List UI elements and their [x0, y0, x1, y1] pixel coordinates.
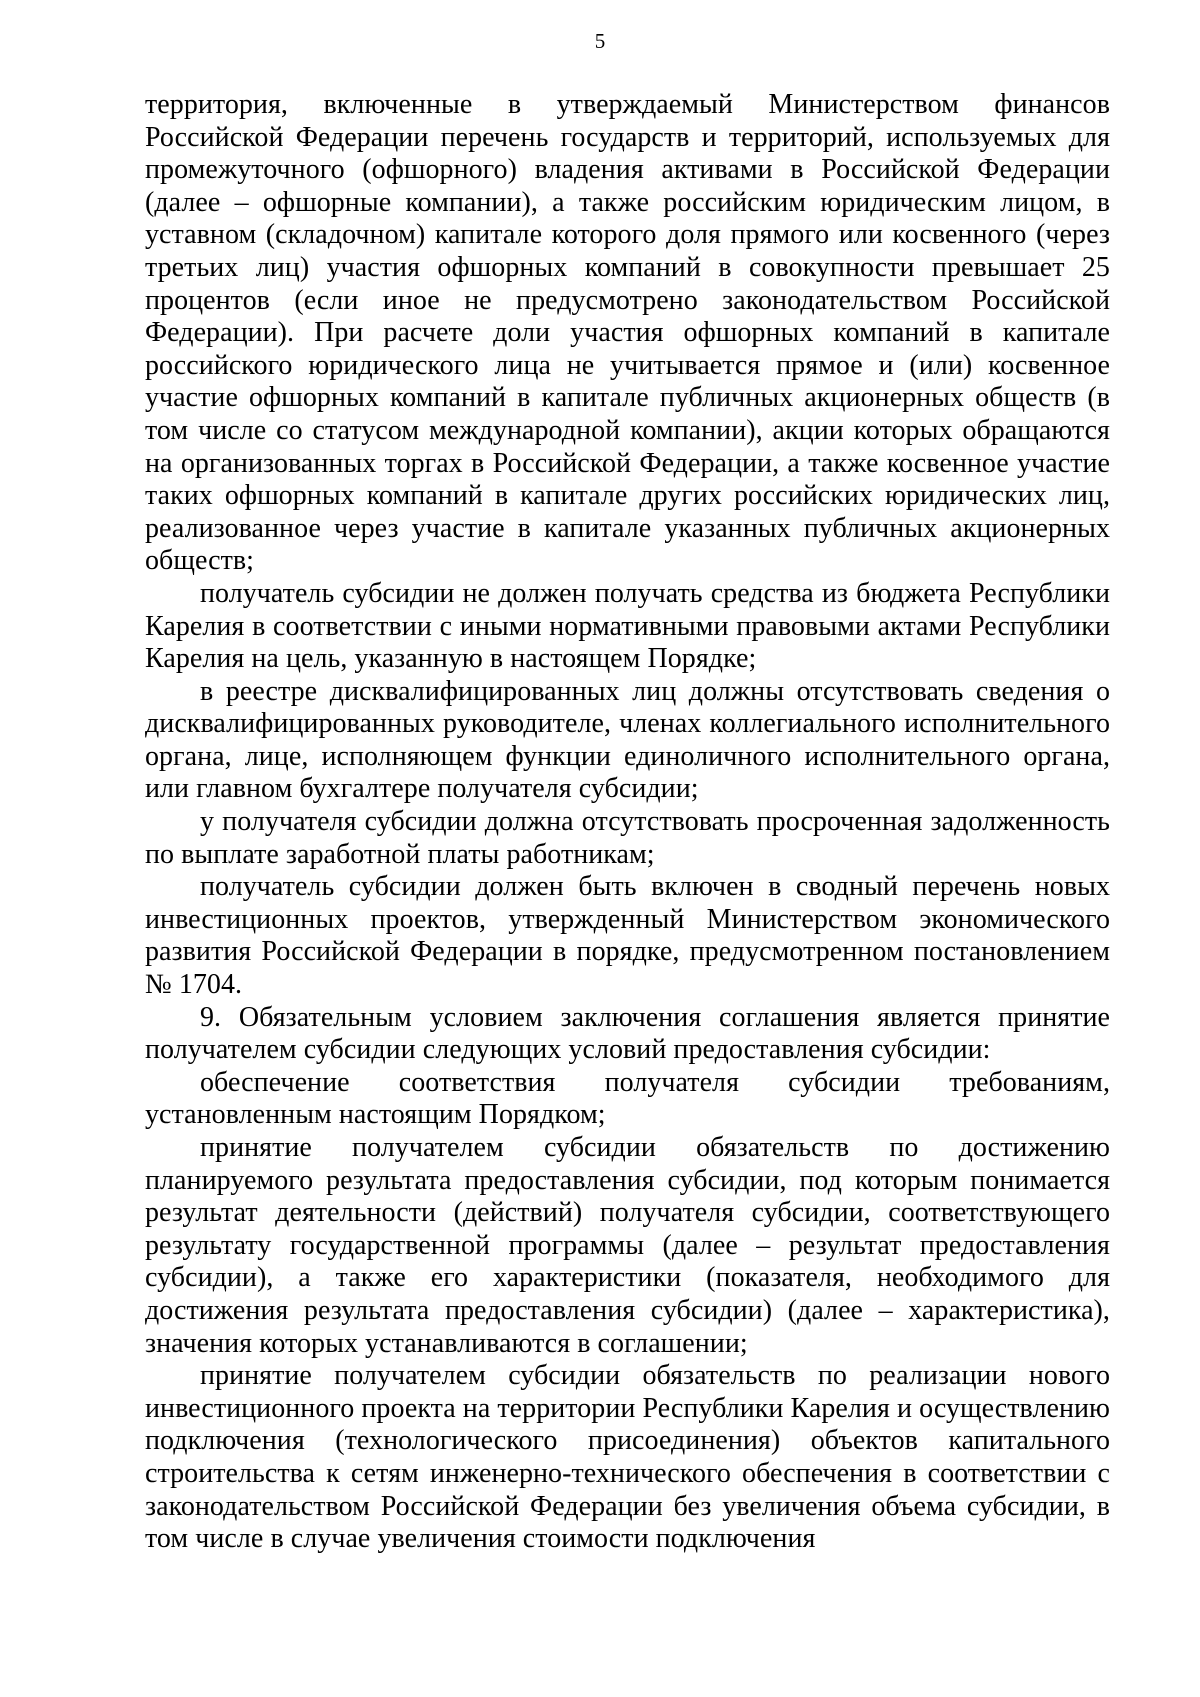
- paragraph-disqualified-persons: в реестре дисквалифицированных лиц должны отсутствовать сведения о дисквалифицированных руководителе, членах коллегиального исполнительного органа, лице, исполняющем функции единоличного исполнительного органа, или главном бухгалтере получателя субсидии;: [145, 675, 1110, 805]
- paragraph-investment-projects-list: получатель субсидии должен быть включен в сводный перечень новых инвестиционных проектов, утвержденный Министерством экономического развития Российской Федерации в порядке, предусмотренном постановлением № 1704.: [145, 871, 1110, 1001]
- paragraph-planned-result: принятие получателем субсидии обязательств по достижению планируемого результата предоставления субсидии, под которым понимается результат деятельности (действий) получателя субсидии, соответствующего результату государственной программы (далее – результат предоставления субсидии), а также его характеристики (показателя, необходимого для достижения результата предоставления субсидии) (далее – характеристика), значения которых устанавливаются в соглашении;: [145, 1132, 1110, 1359]
- paragraph-budget-funds: получатель субсидии не должен получать средства из бюджета Республики Карелия в соответствии с иными нормативными правовыми актами Республики Карелия на цель, указанную в настоящем Порядке;: [145, 577, 1110, 675]
- paragraph-offshore-continuation: территория, включенные в утверждаемый Министерством финансов Российской Федерации перечень государств и территорий, используемых для промежуточного (офшорного) владения активами в Российской Федерации (далее – офшорные компании), а также российским юридическим лицом, в уставном (складочном) капитале которого доля прямого или косвенного (через третьих лиц) участия офшорных компаний в совокупности превышает 25 процентов (если иное не предусмотрено законодательством Российской Федерации). При расчете доли участия офшорных компаний в капитале российского юридического лица не учитывается прямое и (или) косвенное участие офшорных компаний в капитале публичных акционерных обществ (в том числе со статусом международной компании), акции которых обращаются на организованных торгах в Российской Федерации, а также косвенное участие таких офшорных компаний в капитале других российских юридических лиц, реализованное через участие в капитале указанных публичных акционерных обществ;: [145, 89, 1110, 577]
- paragraph-wage-arrears: у получателя субсидии должна отсутствовать просроченная задолженность по выплате заработной платы работникам;: [145, 806, 1110, 870]
- page-number: 5: [594, 29, 606, 53]
- document-body: [145, 89, 1110, 1556]
- paragraph-item-9: 9. Обязательным условием заключения соглашения является принятие получателем субсидии следующих условий предоставления субсидии:: [145, 1001, 1110, 1066]
- paragraph-new-project-obligations: принятие получателем субсидии обязательств по реализации нового инвестиционного проекта на территории Республики Карелия и осуществлению подключения (технологического присоединения) объектов капитального строительства к сетям инженерно-технического обеспечения в соответствии с законодательством Российской Федерации без увеличения объема субсидии, в том числе в случае увеличения стоимости подключения: [145, 1360, 1110, 1555]
- paragraph-compliance: обеспечение соответствия получателя субсидии требованиям, установленным настоящим Порядком;: [145, 1066, 1110, 1131]
